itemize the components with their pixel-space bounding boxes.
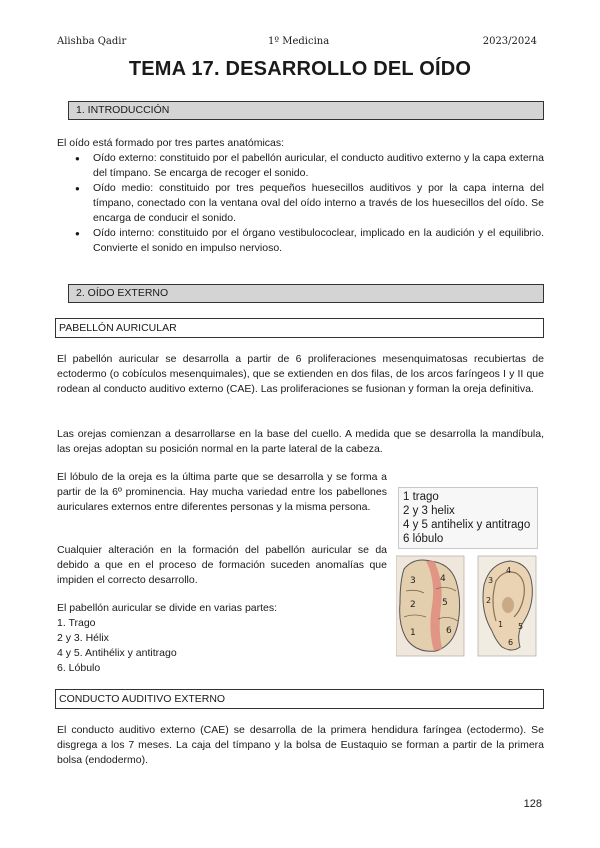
ear-parts-list — [57, 616, 177, 676]
intro-text: El oído está formado por tres partes anatómicas: — [57, 137, 285, 149]
hillock-number: 3 — [410, 576, 416, 586]
hillocks-outline — [400, 560, 460, 651]
hillock-number: 1 — [410, 628, 416, 638]
hillock-number: 4 — [440, 574, 446, 584]
list-item: ● Oído interno: constituido por el órgano vestibulococlear, implicado en la audición y el equilibrio. Convierte el sonido en impulso nervioso. — [73, 226, 544, 256]
legend-item: 6 lóbulo — [403, 533, 444, 545]
pabellon-paragraph-5: El pabellón auricular se divide en varias partes: — [57, 602, 278, 614]
list-item: 4 y 5. Antihélix y antitrago — [57, 647, 177, 659]
list-item: ● Oído externo: constituido por el pabellón auricular, el conducto auditivo externo y la capa externa del tímpano. Se encarga de recoger el sonido. — [73, 151, 544, 181]
hillock-number: 5 — [442, 598, 448, 608]
list-item: 2 y 3. Hélix — [57, 632, 109, 644]
ear-number: 6 — [508, 638, 514, 647]
header-year: 2023/2024 — [482, 36, 537, 47]
concha — [502, 597, 514, 613]
legend-item: 4 y 5 antihelix y antitrago — [403, 519, 531, 531]
section-heading-introduccion: 1. INTRODUCCIÓN — [68, 101, 544, 120]
hillock-number: 2 — [410, 600, 416, 610]
ear-number: 2 — [486, 596, 492, 605]
pabellon-paragraph-2: Las orejas comienzan a desarrollarse en la base del cuello. A medida que se desarrolla la mandíbula, las orejas adoptan su posición normal en la parte lateral de la cabeza. — [57, 428, 544, 455]
ear-number: 3 — [488, 576, 494, 585]
intro-bullet-list — [73, 151, 544, 256]
pabellon-paragraph-1: El pabellón auricular se desarrolla a partir de 6 proliferaciones mesenquimatosas recubiertas de ectodermo (o cobículos mesenquimales), que se extienden en dos filas, de los arcos faríngeos I y II que rodean al conducto auditivo externo (CAE). Las proliferaciones se fusionan y forman la oreja definitiva. — [57, 353, 544, 395]
pabellon-paragraph-3: El lóbulo de la oreja es la última parte que se desarrolla y se forma a partir de la 6º prominencia. Hay mucha variedad entre los pabellones auriculares externos entre diferentes personas y la misma persona. — [57, 471, 387, 513]
page-number: 128 — [523, 798, 542, 810]
pabellon-paragraph-4: Cualquier alteración en la formación del pabellón auricular se da debido a que en el proceso de formación suceden anomalías que impiden el correcto desarrollo. — [57, 544, 387, 586]
ear-number: 1 — [498, 620, 504, 629]
ear-number: 4 — [506, 566, 512, 575]
page-title: TEMA 17. DESARROLLO DEL OÍDO — [128, 58, 472, 80]
legend-item: 1 trago — [403, 491, 439, 503]
list-item: ● Oído medio: constituido por tres pequeños huesecillos auditivos y por la capa interna del tímpano, conectado con la ventana oval del oído interno a través de los huesecillos del oído. Se encarga de conducir el sonido. — [73, 181, 544, 226]
figure-legend — [398, 487, 538, 549]
ear-number: 5 — [518, 622, 524, 631]
list-item: 6. Lóbulo — [57, 662, 101, 674]
header-course: 1º Medicina — [268, 36, 330, 47]
header-author: Alishba Qadir — [57, 36, 127, 47]
conducto-paragraph-1: El conducto auditivo externo (CAE) se desarrolla de la primera hendidura faríngea (ectodermo). Se disgrega a los 7 meses. La caja del tímpano y la bolsa de Eustaquio se forman a partir de la primera bolsa (endodermo). — [57, 724, 544, 766]
list-item: 1. Trago — [57, 617, 96, 629]
hillock-number: 6 — [446, 626, 452, 636]
subsection-heading-pabellon: PABELLÓN AURICULAR — [55, 318, 544, 338]
section-heading-oido-externo: 2. OÍDO EXTERNO — [68, 284, 544, 303]
legend-item: 2 y 3 helix — [403, 505, 455, 517]
subsection-heading-conducto: CONDUCTO AUDITIVO EXTERNO — [55, 689, 544, 709]
